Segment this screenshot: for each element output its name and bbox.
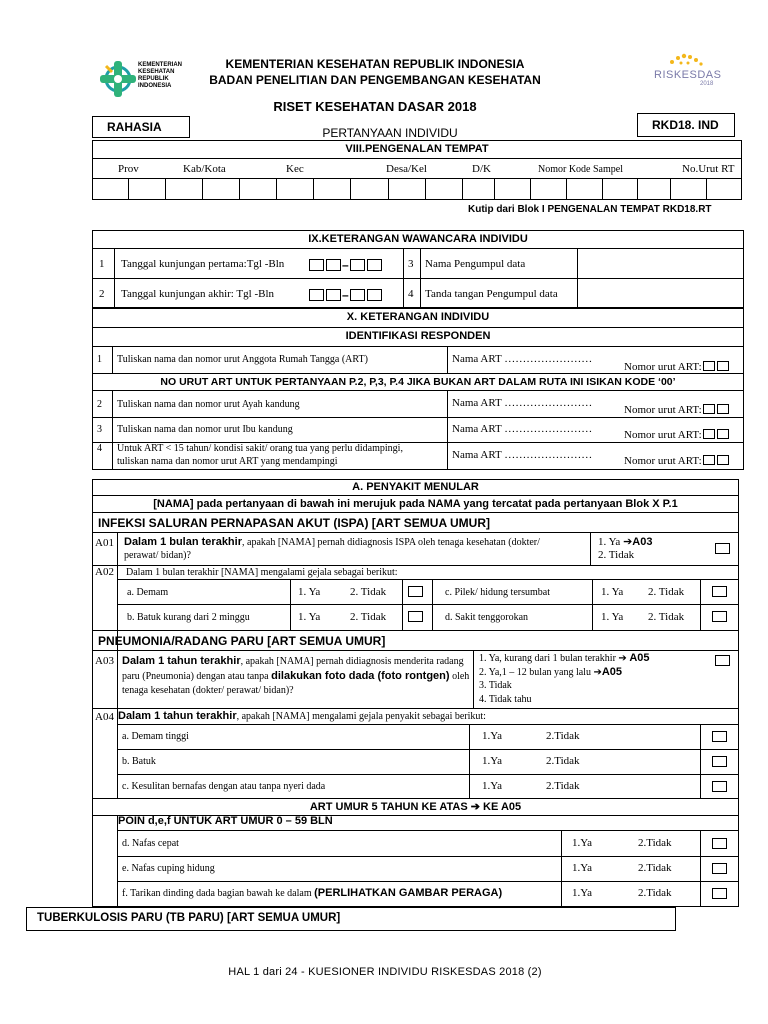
a02-code: A02	[95, 566, 114, 578]
col-dk: D/K	[472, 163, 491, 175]
kutip-note: Kutip dari Blok I PENGENALAN TEMPAT RKD18.RT	[468, 204, 712, 215]
date-box[interactable]	[367, 259, 382, 271]
a04-a-tidak: 2.Tidak	[546, 730, 580, 742]
date-box[interactable]	[326, 289, 341, 301]
s10-row4-nomor	[624, 451, 730, 469]
a04-a-label: a. Demam tinggi	[122, 731, 189, 742]
s10-row2-label: Tuliskan nama dan nomor urut Ayah kandung	[117, 399, 300, 410]
s10-note: NO URUT ART UNTUK PERTANYAAN P.2, P,3, P.4 JIKA BUKAN ART DALAM RUTA INI ISIKAN KODE ‘00’	[160, 376, 676, 388]
date-box[interactable]	[350, 259, 365, 271]
s10-row4-num: 4	[97, 443, 102, 454]
a02-b-tidak: 2. Tidak	[350, 611, 387, 623]
s10-row4-label-2: tuliskan nama dan nomor urut ART yang mendampingi	[117, 456, 338, 467]
a02-a-answer-box[interactable]	[408, 586, 423, 597]
rahasia-box	[92, 116, 190, 138]
s10-row2-nomor	[624, 400, 730, 418]
section-9-title: IX.KETERANGAN WAWANCARA INDIVIDU	[308, 233, 528, 245]
riskesdas-logo	[650, 52, 722, 94]
s10-row3-nomor	[624, 425, 730, 443]
s10-row3-num: 3	[97, 424, 102, 435]
a04-a-ya: 1.Ya	[482, 730, 502, 742]
a04-d-answer-box[interactable]	[712, 838, 727, 849]
a02-c-tidak: 2. Tidak	[648, 586, 685, 598]
a01-opt1: 1. Ya	[598, 536, 624, 548]
arrow-right-icon: ➔	[593, 666, 602, 678]
ispa-title: INFEKSI SALURAN PERNAPASAN AKUT (ISPA) [ART SEMUA UMUR]	[98, 516, 490, 530]
s10-row3-nama: Nama ART ……………………	[452, 423, 593, 435]
a02-b-label: b. Batuk kurang dari 2 minggu	[127, 612, 250, 623]
a02-b-answer-box[interactable]	[408, 611, 423, 622]
tb-paru-box	[26, 907, 676, 931]
s9-row2-date[interactable]	[308, 286, 383, 304]
a02-d-answer-box[interactable]	[712, 611, 727, 622]
a03-code: A03	[95, 655, 114, 667]
logo-text-2: KESEHATAN	[138, 69, 175, 75]
a01-option-1	[598, 535, 652, 548]
a04-a-answer-box[interactable]	[712, 731, 727, 742]
a01-answer-box[interactable]	[715, 543, 730, 554]
riskesdas-dots-icon	[666, 52, 706, 70]
a03-line-2b: oleh	[449, 671, 470, 682]
a04-rest: , apakah [NAMA] mengalami gejala penyakit sebagai berikut:	[236, 711, 486, 722]
art-number-box[interactable]	[703, 404, 715, 414]
nomor-urut-label: Nomor urut ART:	[624, 361, 702, 373]
a04-d-ya: 1.Ya	[572, 837, 592, 849]
s9-row2-label2: Tanda tangan Pengumpul data	[425, 288, 558, 300]
a04-e-label: e. Nafas cuping hidung	[122, 863, 215, 874]
art-number-box[interactable]	[717, 361, 729, 371]
a03-question	[122, 654, 472, 698]
a02-c-label: c. Pilek/ hidung tersumbat	[445, 587, 550, 598]
a03-bold-1: Dalam 1 tahun terakhir	[122, 655, 241, 667]
col-kabkota: Kab/Kota	[183, 163, 226, 175]
a03-option-3: 3. Tidak	[479, 680, 512, 691]
col-no-urut-rt: No.Urut RT	[682, 163, 735, 175]
s10-row2-nama: Nama ART ……………………	[452, 397, 593, 409]
section-8-title: VIII.PENGENALAN TEMPAT	[345, 143, 489, 155]
section-a-note: [NAMA] pada pertanyaan di bawah ini merujuk pada NAMA yang tercatat pada pertanyaan Blok X P.1	[153, 498, 678, 510]
a03-option-4: 4. Tidak tahu	[479, 693, 532, 705]
s9-row1-label: Tanggal kunjungan pertama:Tgl -Bln	[121, 258, 285, 270]
s9-row1-num: 1	[99, 258, 105, 270]
arrow-right-icon: ➔	[623, 536, 633, 548]
age-note	[92, 800, 739, 813]
a03-option-1	[479, 652, 679, 666]
s9-row2-num2: 4	[408, 288, 414, 300]
a03-answer-box[interactable]	[715, 655, 730, 666]
header-line-1: KEMENTERIAN KESEHATAN REPUBLIK INDONESIA	[225, 57, 525, 71]
nomor-urut-label: Nomor urut ART:	[624, 455, 702, 467]
a04-code: A04	[95, 711, 114, 723]
a03-opt2: 2. Ya,1 – 12 bulan yang lalu	[479, 666, 594, 678]
a03-line-1: , apakah [NAMA] pernah didiagnosis menderita radang	[240, 656, 464, 667]
a04-d-label: d. Nafas cepat	[122, 838, 179, 849]
col-kec: Kec	[286, 163, 304, 175]
a04-f-text: f. Tarikan dinding dada bagian bawah ke dalam	[122, 888, 315, 899]
logo-text-1: KEMENTERIAN	[138, 62, 183, 68]
a02-d-label: d. Sakit tenggorokan	[445, 612, 529, 623]
s9-row1-label2: Nama Pengumpul data	[425, 258, 526, 270]
riskesdas-logo-text: RISKESDAS	[654, 69, 722, 81]
a04-b-ya: 1.Ya	[482, 755, 502, 767]
date-box[interactable]	[309, 259, 324, 271]
section-10-subtitle: IDENTIFIKASI RESPONDEN	[345, 330, 491, 342]
a04-question	[118, 710, 486, 722]
a03-opt1-jump: A05	[629, 652, 650, 664]
section-a-title: A. PENYAKIT MENULAR	[352, 481, 479, 493]
a04-f-bold: (PERLIHATKAN GAMBAR PERAGA)	[314, 887, 503, 899]
a04-f-answer-box[interactable]	[712, 888, 727, 899]
art-number-box[interactable]	[703, 429, 715, 439]
a01-option-2: 2. Tidak	[598, 549, 635, 561]
s10-row1-nama: Nama ART ……………………	[452, 353, 593, 365]
date-box[interactable]	[326, 259, 341, 271]
a02-b-ya: 1. Ya	[298, 611, 321, 623]
a04-bold: Dalam 1 tahun terakhir	[118, 710, 237, 722]
questionnaire-code: RKD18. IND	[652, 118, 719, 132]
art-number-box[interactable]	[717, 404, 729, 414]
s10-row2-num: 2	[97, 399, 102, 410]
art-number-box[interactable]	[717, 429, 729, 439]
a03-opt2-jump: A05	[601, 665, 623, 678]
s10-row4-label-1: Untuk ART < 15 tahun/ kondisi sakit/ orang tua yang perlu didampingi,	[117, 443, 403, 454]
page-title: RISET KESEHATAN DASAR 2018	[273, 99, 477, 114]
arrow-right-icon: ➔	[470, 801, 480, 813]
header-line-2: BADAN PENELITIAN DAN PENGEMBANGAN KESEHATAN	[209, 73, 541, 87]
date-dash: –	[342, 288, 349, 302]
a04-c-label: c. Kesulitan bernafas dengan atau tanpa nyeri dada	[122, 781, 326, 792]
date-box[interactable]	[350, 289, 365, 301]
rahasia-label: RAHASIA	[107, 120, 162, 134]
col-desakel: Desa/Kel	[386, 163, 427, 175]
arrow-right-icon: ➔	[618, 653, 630, 664]
a03-line-3: tenaga kesehatan (dokter/ perawat/ bidan)?	[122, 685, 294, 696]
a04-b-label: b. Batuk	[122, 756, 156, 767]
art-number-box[interactable]	[703, 361, 715, 371]
col-nomor-kode-sampel: Nomor Kode Sampel	[538, 164, 623, 175]
a04-b-answer-box[interactable]	[712, 756, 727, 767]
a04-f-ya: 1.Ya	[572, 887, 592, 899]
s9-row1-num2: 3	[408, 258, 414, 270]
s10-row1-nomor	[624, 357, 730, 375]
a04-d-tidak: 2.Tidak	[638, 837, 672, 849]
a02-a-tidak: 2. Tidak	[350, 586, 387, 598]
a01-rest-2: perawat/ bidan)?	[124, 550, 191, 561]
a04-e-answer-box[interactable]	[712, 863, 727, 874]
a04-e-tidak: 2.Tidak	[638, 862, 672, 874]
s10-row1-label: Tuliskan nama dan nomor urut Anggota Rumah Tangga (ART)	[117, 354, 368, 365]
date-dash: –	[342, 258, 349, 272]
a03-options	[479, 652, 679, 706]
col-prov: Prov	[118, 163, 139, 175]
questionnaire-code-box	[637, 113, 735, 137]
pneumonia-title: PNEUMONIA/RADANG PARU [ART SEMUA UMUR]	[98, 634, 386, 648]
a04-c-tidak: 2.Tidak	[546, 780, 580, 792]
a04-b-tidak: 2.Tidak	[546, 755, 580, 767]
nomor-urut-label: Nomor urut ART:	[624, 404, 702, 416]
s10-row3-label: Tuliskan nama dan nomor urut Ibu kandung	[117, 424, 293, 435]
s10-row1-num: 1	[97, 354, 102, 365]
a03-bold-2: dilakukan foto dada (foto rontgen)	[271, 670, 450, 682]
riskesdas-logo-year: 2018	[700, 81, 714, 87]
a02-d-ya: 1. Ya	[601, 611, 624, 623]
kemenkes-logo-icon	[98, 58, 138, 100]
logo-text-3: REPUBLIK	[138, 76, 169, 82]
a01-rest-1: , apakah [NAMA] pernah didiagnosis ISPA oleh tenaga kesehatan (dokter/	[242, 537, 540, 548]
s9-row1-date[interactable]	[308, 256, 383, 274]
a04-c-ya: 1.Ya	[482, 780, 502, 792]
a02-c-ya: 1. Ya	[601, 586, 624, 598]
a04-e-ya: 1.Ya	[572, 862, 592, 874]
s10-row4-nama: Nama ART ……………………	[452, 449, 593, 461]
age-note-text: ART UMUR 5 TAHUN KE ATAS	[309, 801, 471, 813]
kemenkes-logo	[98, 58, 194, 100]
section-10-title: X. KETERANGAN INDIVIDU	[346, 311, 490, 323]
s9-row2-num: 2	[99, 288, 105, 300]
a02-a-ya: 1. Ya	[298, 586, 321, 598]
art-number-box[interactable]	[703, 455, 715, 465]
a02-c-answer-box[interactable]	[712, 586, 727, 597]
subtitle: PERTANYAAN INDIVIDU	[322, 126, 458, 140]
s9-row2-label: Tanggal kunjungan akhir: Tgl -Bln	[121, 288, 275, 300]
art-number-box[interactable]	[717, 455, 729, 465]
date-box[interactable]	[367, 289, 382, 301]
tb-paru-title: TUBERKULOSIS PARU (TB PARU) [ART SEMUA UMUR]	[37, 912, 341, 924]
a01-bold: Dalam 1 bulan terakhir	[124, 536, 242, 548]
a01-code: A01	[95, 537, 114, 549]
logo-text-4: INDONESIA	[138, 83, 172, 89]
a02-d-tidak: 2. Tidak	[648, 611, 685, 623]
page-footer: HAL 1 dari 24 - KUESIONER INDIVIDU RISKESDAS 2018 (2)	[228, 966, 542, 978]
nomor-urut-label: Nomor urut ART:	[624, 429, 702, 441]
poin-note: POIN d,e,f UNTUK ART UMUR 0 – 59 BLN	[118, 815, 333, 827]
date-box[interactable]	[309, 289, 324, 301]
age-note-jump: KE A05	[483, 801, 522, 813]
a02-a-label: a. Demam	[127, 587, 169, 598]
a03-line-2a: paru (Pneumonia) dengan atau tanpa	[122, 671, 272, 682]
a02-question: Dalam 1 bulan terakhir [NAMA] mengalami gejala sebagai berikut:	[126, 567, 398, 578]
a03-opt1: 1. Ya, kurang dari 1 bulan terakhir	[479, 653, 619, 664]
a04-f-tidak: 2.Tidak	[638, 887, 672, 899]
a04-f-label	[122, 887, 502, 899]
a04-c-answer-box[interactable]	[712, 781, 727, 792]
a01-jump: A03	[632, 536, 653, 548]
a03-option-2	[479, 666, 679, 680]
a01-question	[124, 536, 586, 562]
